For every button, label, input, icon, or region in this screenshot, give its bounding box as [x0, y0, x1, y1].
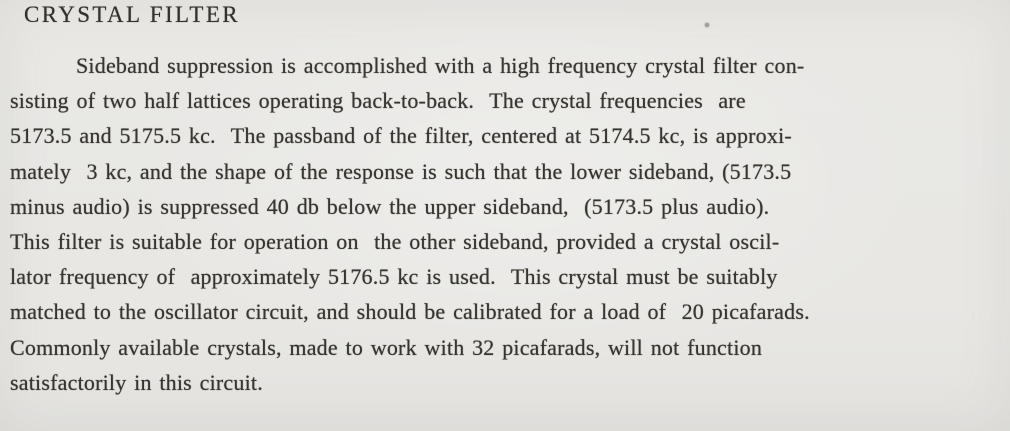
- section-heading: CRYSTAL FILTER: [24, 2, 241, 27]
- body-paragraph: [10, 48, 1002, 400]
- text-line: mately 3 kc, and the shape of the response is such that the lower sideband, (5173.5: [10, 158, 792, 184]
- text-line: minus audio) is suppressed 40 db below the upper sideband, (5173.5 plus audio).: [10, 193, 770, 219]
- text-line: matched to the oscillator circuit, and should be calibrated for a load of 20 picafarads.: [10, 299, 810, 325]
- text-line: Commonly available crystals, made to work with 32 picafarads, will not function: [10, 334, 763, 360]
- text-line: sisting of two half lattices operating back-to-back. The crystal frequencies are: [10, 88, 746, 114]
- text-line: This filter is suitable for operation on the other sideband, provided a crystal oscil-: [10, 228, 780, 254]
- scan-speck-artifact: [705, 23, 709, 27]
- text-line: 5173.5 and 5175.5 kc. The passband of the filter, centered at 5174.5 kc, is approxi-: [10, 123, 792, 149]
- text-line: satisfactorily in this circuit.: [10, 369, 263, 395]
- text-line: Sideband suppression is accomplished with a high frequency crystal filter con-: [76, 53, 805, 78]
- text-line: lator frequency of approximately 5176.5 kc is used. This crystal must be suitably: [10, 264, 778, 290]
